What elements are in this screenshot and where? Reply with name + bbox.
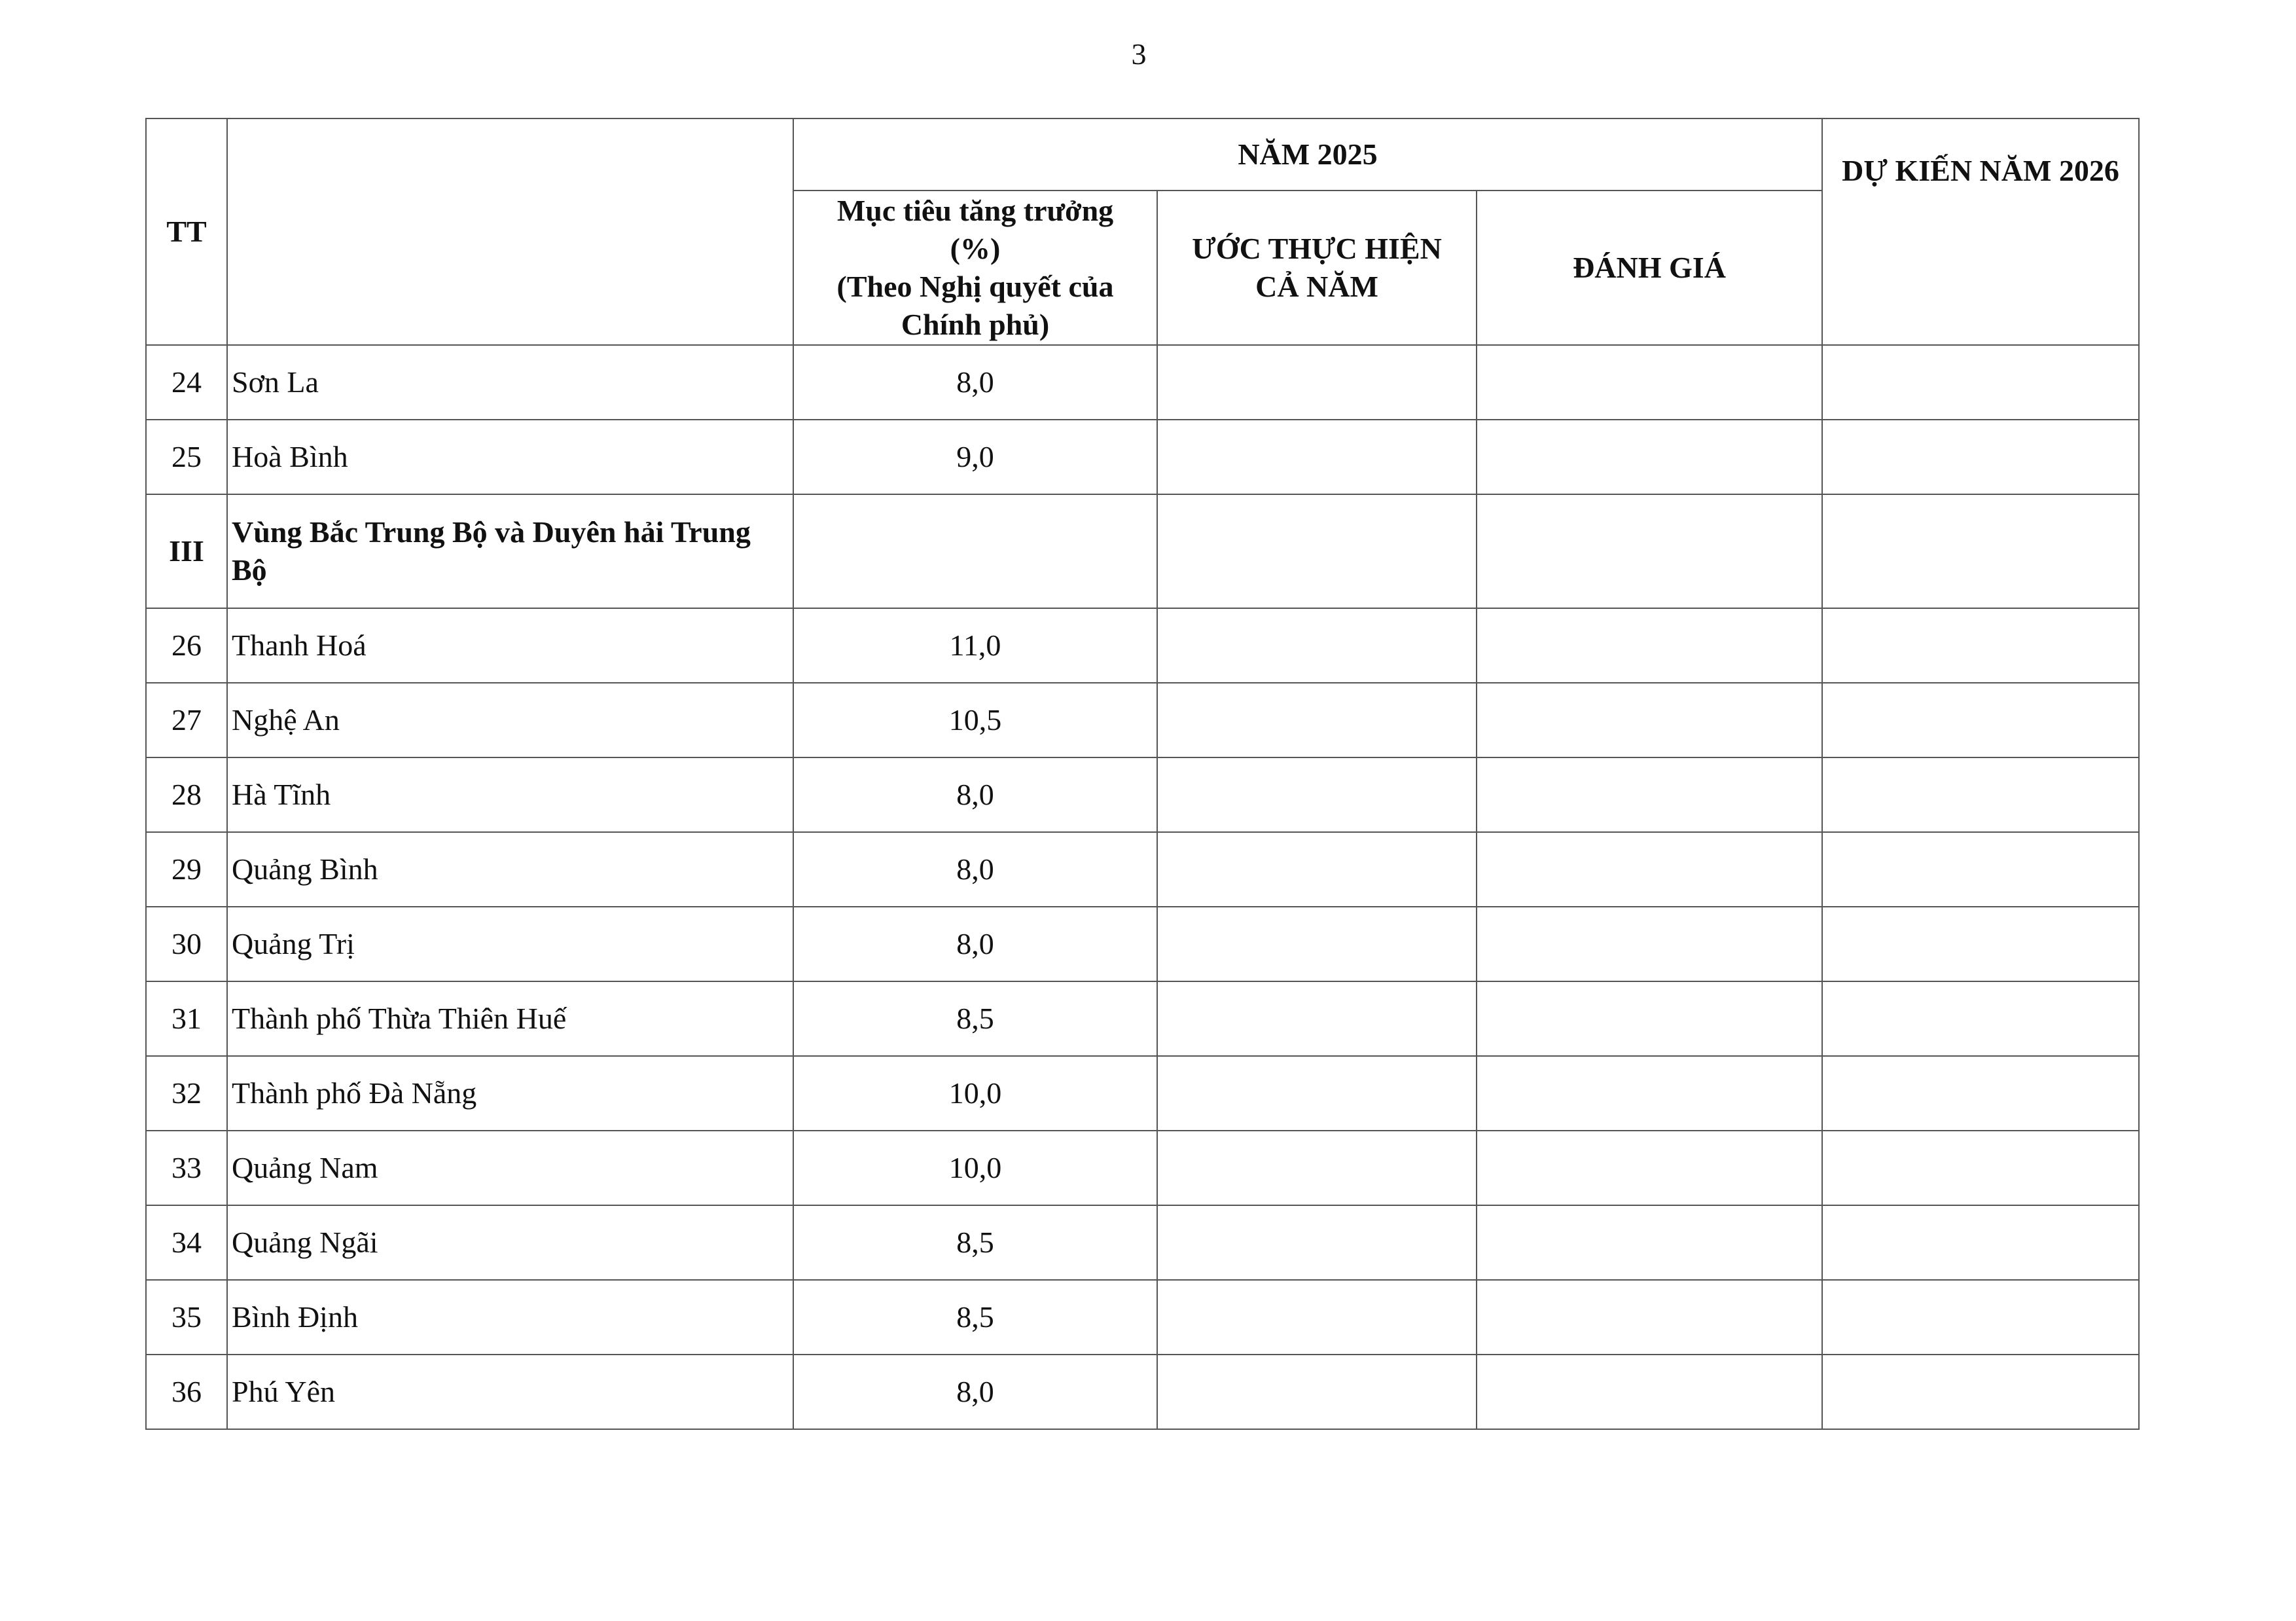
row-estimate-cell xyxy=(1157,832,1477,907)
table-row xyxy=(146,757,2139,832)
row-forecast-cell xyxy=(1822,1205,2139,1280)
row-forecast-cell xyxy=(1822,1131,2139,1205)
row-tt-cell: 33 xyxy=(146,1131,227,1205)
row-target-cell: 10,0 xyxy=(793,1131,1157,1205)
row-evaluation-cell xyxy=(1477,1056,1822,1131)
row-evaluation-cell xyxy=(1477,757,1822,832)
row-estimate-cell xyxy=(1157,345,1477,420)
row-target-cell: 9,0 xyxy=(793,420,1157,494)
row-target-cell xyxy=(793,494,1157,608)
header-target-line: Chính phủ) xyxy=(901,308,1050,341)
header-tt: TT xyxy=(146,118,227,345)
row-estimate-cell xyxy=(1157,608,1477,683)
header-name xyxy=(227,118,793,345)
row-estimate-cell xyxy=(1157,1355,1477,1429)
row-tt-cell: 25 xyxy=(146,420,227,494)
row-name-cell: Bình Định xyxy=(227,1280,793,1355)
table-row xyxy=(146,345,2139,420)
row-evaluation-cell xyxy=(1477,1280,1822,1355)
row-target-cell: 8,0 xyxy=(793,1355,1157,1429)
row-tt-cell: 24 xyxy=(146,345,227,420)
row-name-cell: Thành phố Đà Nẵng xyxy=(227,1056,793,1131)
row-estimate-cell xyxy=(1157,981,1477,1056)
row-target-cell: 8,0 xyxy=(793,757,1157,832)
row-name-cell: Quảng Trị xyxy=(227,907,793,981)
table-row xyxy=(146,907,2139,981)
row-target-cell: 8,0 xyxy=(793,907,1157,981)
row-name-cell: Vùng Bắc Trung Bộ và Duyên hải Trung Bộ xyxy=(227,494,793,608)
row-target-cell: 8,5 xyxy=(793,1280,1157,1355)
header-year-2025: NĂM 2025 xyxy=(793,118,1822,191)
header-estimate xyxy=(1157,191,1477,345)
row-name-cell: Sơn La xyxy=(227,345,793,420)
row-target-cell: 10,0 xyxy=(793,1056,1157,1131)
row-tt-cell: 30 xyxy=(146,907,227,981)
row-tt-cell: 28 xyxy=(146,757,227,832)
row-forecast-cell xyxy=(1822,757,2139,832)
table-group-row xyxy=(146,494,2139,608)
row-estimate-cell xyxy=(1157,1056,1477,1131)
row-forecast-cell xyxy=(1822,832,2139,907)
row-tt-cell: 35 xyxy=(146,1280,227,1355)
row-estimate-cell xyxy=(1157,683,1477,757)
row-tt-cell: 27 xyxy=(146,683,227,757)
row-evaluation-cell xyxy=(1477,420,1822,494)
table-row xyxy=(146,981,2139,1056)
header-target-line: (Theo Nghị quyết của xyxy=(836,270,1114,303)
header-estimate-line: ƯỚC THỰC HIỆN xyxy=(1192,232,1442,265)
row-evaluation-cell xyxy=(1477,981,1822,1056)
row-name-cell: Quảng Bình xyxy=(227,832,793,907)
row-name-cell: Quảng Ngãi xyxy=(227,1205,793,1280)
table-row xyxy=(146,420,2139,494)
header-forecast-2026: DỰ KIẾN NĂM 2026 xyxy=(1822,118,2139,345)
row-forecast-cell xyxy=(1822,1280,2139,1355)
table-row xyxy=(146,608,2139,683)
header-target-line: (%) xyxy=(950,232,1001,265)
row-evaluation-cell xyxy=(1477,683,1822,757)
table-row xyxy=(146,1280,2139,1355)
row-tt-cell: 36 xyxy=(146,1355,227,1429)
row-forecast-cell xyxy=(1822,608,2139,683)
row-tt-cell: 26 xyxy=(146,608,227,683)
table-row xyxy=(146,683,2139,757)
row-forecast-cell xyxy=(1822,683,2139,757)
header-target xyxy=(793,191,1157,345)
row-estimate-cell xyxy=(1157,420,1477,494)
row-estimate-cell xyxy=(1157,1205,1477,1280)
row-evaluation-cell xyxy=(1477,494,1822,608)
row-name-cell: Hoà Bình xyxy=(227,420,793,494)
row-estimate-cell xyxy=(1157,757,1477,832)
row-forecast-cell xyxy=(1822,907,2139,981)
table-row xyxy=(146,832,2139,907)
row-estimate-cell xyxy=(1157,1280,1477,1355)
header-target-line: Mục tiêu tăng trưởng xyxy=(836,194,1114,227)
row-name-cell: Phú Yên xyxy=(227,1355,793,1429)
row-forecast-cell xyxy=(1822,494,2139,608)
page-number: 3 xyxy=(1131,37,1147,71)
row-forecast-cell xyxy=(1822,1355,2139,1429)
row-evaluation-cell xyxy=(1477,1355,1822,1429)
row-estimate-cell xyxy=(1157,1131,1477,1205)
table-body xyxy=(146,345,2139,1429)
row-forecast-cell xyxy=(1822,420,2139,494)
row-name-cell: Thành phố Thừa Thiên Huế xyxy=(227,981,793,1056)
table-row xyxy=(146,1131,2139,1205)
row-tt-cell: 29 xyxy=(146,832,227,907)
header-evaluation: ĐÁNH GIÁ xyxy=(1477,191,1822,345)
row-target-cell: 8,5 xyxy=(793,1205,1157,1280)
row-forecast-cell xyxy=(1822,981,2139,1056)
header-estimate-line: CẢ NĂM xyxy=(1255,270,1378,303)
row-target-cell: 8,0 xyxy=(793,832,1157,907)
row-target-cell: 11,0 xyxy=(793,608,1157,683)
row-name-cell: Hà Tĩnh xyxy=(227,757,793,832)
table-row xyxy=(146,1056,2139,1131)
row-evaluation-cell xyxy=(1477,907,1822,981)
row-tt-cell: 34 xyxy=(146,1205,227,1280)
row-evaluation-cell xyxy=(1477,1131,1822,1205)
row-evaluation-cell xyxy=(1477,608,1822,683)
row-name-cell: Nghệ An xyxy=(227,683,793,757)
row-name-cell: Thanh Hoá xyxy=(227,608,793,683)
row-evaluation-cell xyxy=(1477,345,1822,420)
row-estimate-cell xyxy=(1157,494,1477,608)
row-target-cell: 8,5 xyxy=(793,981,1157,1056)
row-target-cell: 10,5 xyxy=(793,683,1157,757)
row-forecast-cell xyxy=(1822,1056,2139,1131)
row-evaluation-cell xyxy=(1477,1205,1822,1280)
row-estimate-cell xyxy=(1157,907,1477,981)
row-tt-cell: 32 xyxy=(146,1056,227,1131)
row-tt-cell: III xyxy=(146,494,227,608)
row-tt-cell: 31 xyxy=(146,981,227,1056)
row-target-cell: 8,0 xyxy=(793,345,1157,420)
table-row xyxy=(146,1355,2139,1429)
row-forecast-cell xyxy=(1822,345,2139,420)
row-name-cell: Quảng Nam xyxy=(227,1131,793,1205)
row-evaluation-cell xyxy=(1477,832,1822,907)
growth-target-table xyxy=(145,118,2140,1430)
table-row xyxy=(146,1205,2139,1280)
